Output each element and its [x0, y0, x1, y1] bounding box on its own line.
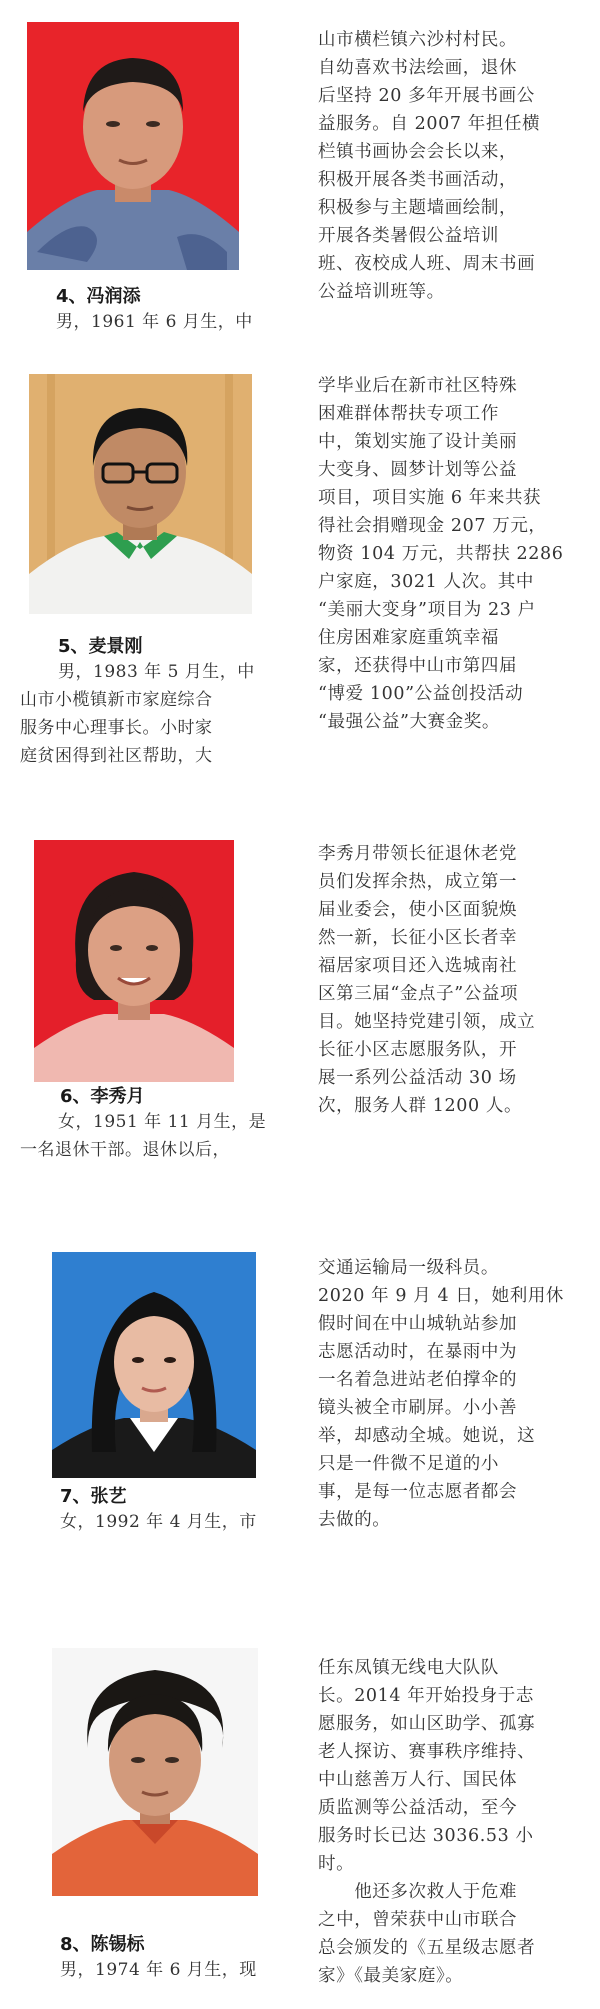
bio-left-5: 男，1983 年 5 月生，中 山市小榄镇新市家庭综合 服务中心理事长。小时家 庭贫困得到社区帮助，大: [20, 662, 255, 766]
person-name-5: 5、麦景刚: [58, 636, 143, 657]
person-name-7: 7、张艺: [60, 1486, 127, 1507]
bio-right-5: 学毕业后在新市社区特殊 困难群体帮扶专项工作 中，策划实施了设计美丽 大变身、圆梦计划等公益 项目，项目实施 6 年来共获 得社会捐赠现金 207 万元， 物资 104 万元，共帮扶 2286 户家庭，3021 人次。其中 “美丽大变身”项目为 23 户 住房困难家庭重筑幸福 家，还获得中山市第四届 “博爱 100”公益创投活动 “最强公益”大赛金奖。: [318, 376, 564, 732]
bio-right-8: 任东凤镇无线电大队队 长。2014 年开始投身于志 愿服务，如山区助学、孤寡 老人探访、赛事秩序维持、 中山慈善万人行、国民体 质监测等公益活动，至今 服务时长已达 3036.53 小 时。 他还多次救人于危难 之中，曾荣获中山市联合 总会颁发的《五星级志愿者 家》《最美家庭》。: [318, 1658, 536, 1986]
person-entry-4: [0, 0, 600, 360]
bio-left-4: 男，1961 年 6 月生，中: [56, 312, 253, 332]
bio-left-6: 女，1951 年 11 月生，是 一名退休干部。退休以后，: [20, 1112, 267, 1160]
person-name-8: 8、陈锡标: [60, 1934, 145, 1955]
bio-left-7: 女，1992 年 4 月生，市: [60, 1512, 257, 1532]
person-entry-5: [0, 360, 600, 820]
bio-right-6: 李秀月带领长征退休老党 员们发挥余热，成立第一 届业委会，使小区面貌焕 然一新，长征小区长者幸 福居家项目还入选城南社 区第三届“金点子”公益项 目。她坚持党建引领，成立 长征小区志愿服务队，开 展一系列公益活动 30 场 次，服务人群 1200 人。: [318, 844, 536, 1116]
portrait-photo-8: [52, 1648, 258, 1896]
person-entry-6: [0, 820, 600, 1200]
person-name-6: 6、李秀月: [60, 1086, 145, 1107]
portrait-photo-6: [34, 840, 234, 1082]
bio-right-4: 山市横栏镇六沙村村民。 自幼喜欢书法绘画，退休 后坚持 20 多年开展书画公 益服务。自 2007 年担任横 栏镇书画协会会长以来， 积极开展各类书画活动， 积极参与主题墙画绘制， 开展各类暑假公益培训 班、夜校成人班、周末书画 公益培训班等。: [318, 30, 541, 302]
person-name-4: 4、冯润添: [56, 286, 141, 307]
portrait-photo-7: [52, 1252, 256, 1478]
bio-left-8: 男，1974 年 6 月生，现: [60, 1960, 257, 1980]
person-entry-8: [0, 1600, 600, 2009]
portrait-photo-5: [29, 374, 252, 614]
bio-right-7: 交通运输局一级科员。 2020 年 9 月 4 日，她利用休 假时间在中山城轨站参加 志愿活动时，在暴雨中为 一名着急进站老伯撑伞的 镜头被全市刷屏。小小善 举，却感动全城。她说，这 只是一件微不足道的小 事，是每一位志愿者都会 去做的。: [318, 1258, 565, 1530]
portrait-photo-4: [27, 22, 239, 270]
person-entry-7: [0, 1200, 600, 1600]
